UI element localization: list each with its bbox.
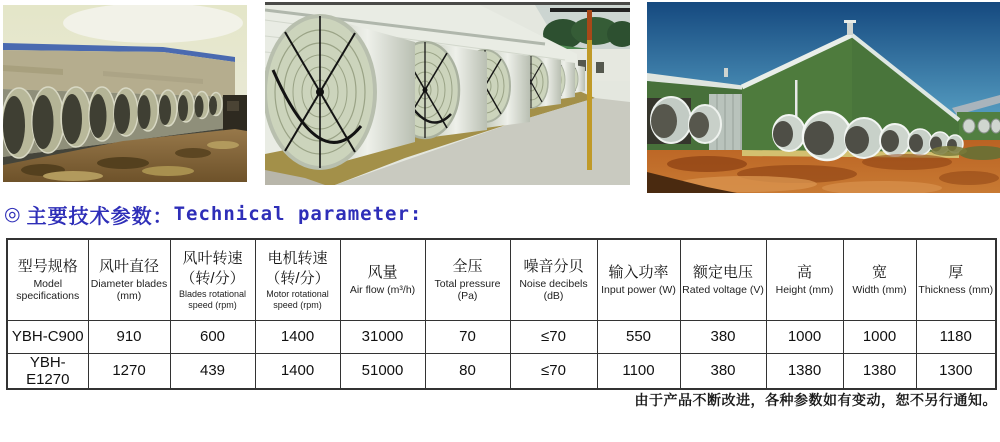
cell-motor-speed: 1400 [255,353,340,389]
header-cn: 全压 [452,258,483,276]
cell-thickness: 1300 [916,353,996,389]
header-cn: 额定电压 [692,264,753,282]
section-title-en: Technical parameter: [173,203,423,225]
header-cn: 高 [796,264,812,282]
table-row-ybh-c900 [7,320,996,353]
photo-green-barn-fans [647,2,1000,193]
cell-model: YBH-E1270 [7,353,88,389]
cell-diameter: 910 [88,320,170,353]
header-cn2: （转/分） [265,269,330,287]
header-en: Thickness (mm) [918,283,994,296]
header-cn: 型号规格 [17,258,78,276]
col-header-height [766,239,843,320]
cell-pressure: 70 [425,320,510,353]
table-row-ybh-e1270 [7,353,996,389]
col-header-pressure [425,239,510,320]
disclaimer-note: 由于产品不断改进，各种参数如有变动，恕不另行通知。 [634,392,997,408]
header-cn: 电机转速 [267,250,328,268]
cell-width: 1380 [843,353,916,389]
header-cn: 风叶直径 [98,258,159,276]
double-circle-bullet-icon: ◎ [4,203,21,225]
header-cn2: （转/分） [180,269,245,287]
cell-height: 1000 [766,320,843,353]
col-header-motor-speed [255,239,340,320]
header-cn: 宽 [871,264,887,282]
col-header-voltage [680,239,766,320]
col-header-width [843,239,916,320]
cell-width: 1000 [843,320,916,353]
header-en: Model specifications [16,277,80,302]
photo-cone-fans-image [265,2,630,185]
cell-model: YBH-C900 [7,320,88,353]
cell-pressure: 80 [425,353,510,389]
cell-motor-speed: 1400 [255,320,340,353]
header-en: Total pressure (Pa) [434,277,501,302]
technical-parameter-table [6,238,997,390]
section-title-cn: 主要技术参数： [26,205,174,228]
cell-airflow: 31000 [340,320,425,353]
header-en: Motor rotational speed (rpm) [266,289,329,310]
photo-cone-fans-closeup [265,2,630,185]
cell-voltage: 380 [680,353,766,389]
col-header-diameter [88,239,170,320]
cell-airflow: 51000 [340,353,425,389]
header-en: Air flow (m³/h) [349,283,416,296]
cell-noise: ≤70 [510,353,597,389]
col-header-blade-speed [170,239,255,320]
section-title [4,199,422,229]
header-en: Diameter blades (mm) [90,277,168,302]
cell-noise: ≤70 [510,320,597,353]
table-header-row [7,239,996,320]
cell-input-power: 550 [597,320,680,353]
header-en: Height (mm) [775,283,834,296]
header-cn: 输入功率 [608,264,669,282]
photo-green-barn-image [647,2,1000,193]
cell-voltage: 380 [680,320,766,353]
header-cn: 厚 [948,264,964,282]
photo-fan-row-image [3,5,247,182]
header-en: Width (mm) [852,283,907,296]
col-header-model [7,239,88,320]
col-header-input-power [597,239,680,320]
cell-input-power: 1100 [597,353,680,389]
header-en: Noise decibels (dB) [519,277,588,302]
header-cn: 风叶转速 [182,250,243,268]
header-en: Input power (W) [601,283,676,296]
cell-height: 1380 [766,353,843,389]
cell-diameter: 1270 [88,353,170,389]
header-en: Blades rotational speed (rpm) [178,289,247,310]
cell-thickness: 1180 [916,320,996,353]
header-cn: 噪音分贝 [523,258,584,276]
header-en: Rated voltage (V) [682,283,764,296]
col-header-thickness [916,239,996,320]
photo-fan-row-installation [3,5,247,182]
col-header-airflow [340,239,425,320]
cell-blade-speed: 600 [170,320,255,353]
header-cn: 风量 [367,264,398,282]
col-header-noise [510,239,597,320]
cell-blade-speed: 439 [170,353,255,389]
